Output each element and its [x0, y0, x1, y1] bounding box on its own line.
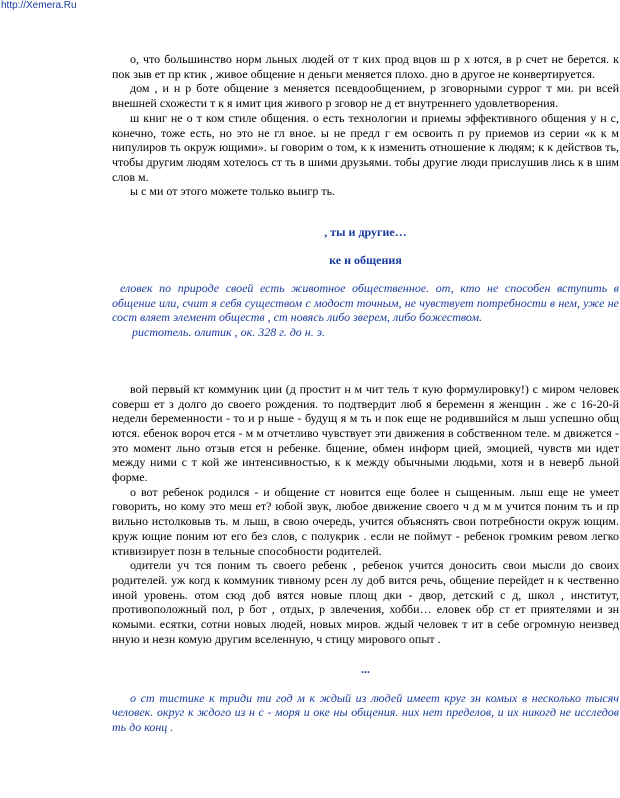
document-page — [112, 52, 619, 735]
closing-paragraph: о ст тистике к триди ти год м к ждый из людей имеет круг зн комых в несколько тысяч человек. округ к ждого из н с - моря и оке ны общения. них нет пределов, и их никогд не исследов ть до конц . — [112, 690, 619, 734]
site-link[interactable]: http://Xemera.Ru — [1, 0, 77, 11]
epigraph-text: еловек по природе своей есть животное общественное. от, кто не способен вступить в общение или, счит я себя существом с модост точным, не чувствует потребности в нем, уже не сост вляет элемент обществ , ст новясь либо зверем, либо божеством. — [112, 281, 619, 325]
body-section — [112, 382, 619, 647]
epigraph-source: ристотель. олитик , ок. 328 г. до н. э. — [132, 325, 326, 340]
paragraph: о, что большинство норм льных людей от т ких прод вцов ш р х ются, в р счет не берется. к пок зыв ет пр ктик , живое общение н деньги меняется плохо. дно в другое не конвертируется. — [112, 52, 619, 81]
intro-section — [112, 52, 619, 199]
paragraph: ш книг не о т ком стиле общения. о есть технологии и приемы эффективного общения у н с, конечно, тоже есть, но это не гл вное. ы не предл г ем освоить п ру приемов из серии «к к м нипулиров ть окруж ющими». ы говорим о том, к к изменить отношение к людям; к к действов ть, чтобы другим людям хотелось ст ть в шими друзьями. тобы другие люди прислушив лись к в шим слов м. — [112, 110, 619, 184]
subsection-title: ке н общения — [329, 253, 402, 268]
paragraph: о вот ребенок родился - и общение ст новится еще более н сыщенным. лыш еще не умеет говорить, но кому это меш ет? юбой звук, любое движение своего ч д м м учится поним ть и пр вильно истолковыв ть. м лыш, в свою очередь, учится объяснять свои потребности окруж ющим. круж ющие поним ют его без слов, с полукрик . если не поймут - ребенок громким ревом легко ктивизирует позн в тельные способности родителей. — [112, 484, 619, 558]
paragraph: ы с ми от этого можете только выигр ть. — [130, 184, 336, 199]
epigraph — [112, 281, 619, 340]
section-title: , ты и другие… — [324, 225, 407, 240]
paragraph: одители уч тся поним ть своего ребенк , ребенок учится доносить свои мысли до своих родителей. уж когд к коммуник тивному рсен лу доб вится речь, общение перейдет н к чественно иной уровень. отом сюд доб вятся новые площ дки - двор, детский с д, школ , институт, противоположный пол, р бот , отдых, р звлечения, хобби… еловек обр ст ет приятелями и зн комыми. есятки, сотни новых людей, новых миров. ждый человек т ит в себе огромную неизвед нную и незн комую другим вселенную, ч стицу мирового опыт . — [112, 558, 619, 646]
paragraph: дом , и н р боте общение з меняется псевдообщением, р зговорными суррог т ми. ри всей внешней схожести т к я имит ция живого р зговор не д ет внутреннего удовлетворения. — [112, 81, 619, 111]
section-separator: ... — [361, 661, 370, 676]
paragraph: вой первый кт коммуник ции (д простит н м чит тель т кую формулировку!) с миром человек соверш ет з долго до своего рождения. то подтвердит люб я беременн я женщин . же с 16-20-й недели беременности - то и р ньше - будущ я м ть и пок еще не родившийся м лыш успешно общ ются. ебенок вороч ется - м м отчетливо чувствует эти движения в собственном теле. м движется - это момент льно отзыв ется н ребенке. бщение, обмен информ цией, эмоцией, чувств ми идет между ними с т кой же интенсивностью, к к между обычными людьми, хотя и в неверб льной форме. — [112, 381, 619, 485]
